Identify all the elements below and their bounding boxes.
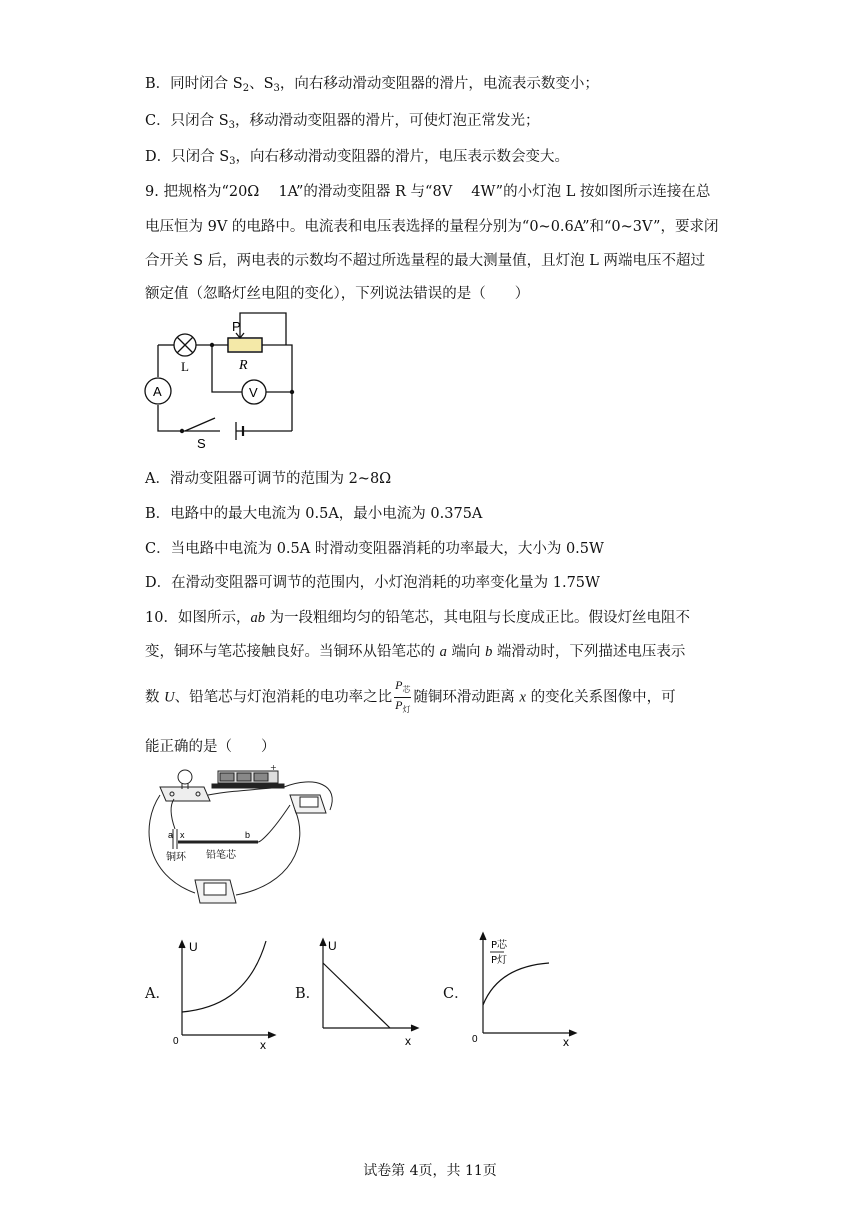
graph-c-label: C． [443,986,469,1002]
label-b-end: b [245,830,251,840]
label-r: R [239,358,248,373]
q9-stem-line-3: 合开关 S 后，两电表的示数均不超过所选量程的最大测量值，且灯泡 L 两端电压不超过 [145,253,705,269]
label-a: A [153,384,162,399]
graph-c-ylabel-den: P灯 [491,955,508,966]
q9-stem-line-4: 额定值（忽略灯丝电阻的变化），下列说法错误的是（ ） [145,286,530,302]
graph-b-ylabel: U [328,939,337,953]
label-copper-ring: 铜环 [166,852,186,863]
q10-stem-line-3: 数 U、铅笔芯与灯泡消耗的电功率之比 $\frac{P_芯}{P_灯}$ 随铜环滑动距离 x 的变化关系图像中，可 [145,678,676,717]
graph-c [467,925,582,1050]
graph-c-xlabel: x [563,1035,569,1049]
graph-b-label: B． [295,986,321,1002]
power-ratio-fraction: $\frac{P_芯}{P_灯}$ [395,678,411,714]
q9-circuit-diagram [140,305,310,450]
page-footer: 试卷第 4页，共 11页 [363,1163,497,1179]
graph-a [170,935,280,1050]
label-p: P [232,319,241,334]
q9-option-c: C．当电路中电流为 0.5A 时滑动变阻器消耗的功率最大，大小为 0.5W [145,541,604,557]
q10-stem-line-2: 变，铜环与笔芯接触良好。当铜环从铅笔芯的 a 端向 b 端滑动时，下列描述电压表示 [145,644,686,660]
graph-a-xlabel: x [260,1038,266,1050]
label-x: x [180,830,185,840]
graph-a-origin: 0 [173,1036,179,1047]
q9-option-a: A．滑动变阻器可调节的范围为 2~8Ω [145,471,392,487]
graph-c-curve [483,963,549,1005]
q9-stem-line-1: 9. 把规格为“20Ω 1A”的滑动变阻器 R 与“8V 4W”的小灯泡 L 按如图所示连接在总 [145,184,711,200]
graph-b [313,933,423,1048]
graph-b-line [323,963,390,1028]
graph-a-ylabel: U [189,940,198,954]
q8-option-c: C．只闭合 $S_3$，移动滑动变阻器的滑片，可使灯泡正常发光； [145,113,540,131]
graph-c-origin: 0 [472,1034,478,1045]
graph-b-xlabel: x [405,1034,411,1048]
q9-stem-line-2: 电压恒为 9V 的电路中。电流表和电压表选择的量程分别为“0~0.6A”和“0~3V”，要求闭 [145,219,719,235]
q8-option-b: B．同时闭合 $S_2$、$S_3$，向右移动滑动变阻器的滑片，电流表示数变小； [145,76,599,94]
q9-option-b: B．电路中的最大电流为 0.5A，最小电流为 0.375A [145,506,483,522]
label-s: S [197,436,206,450]
graph-a-label: A． [145,986,170,1002]
label-a-end: a [168,830,174,840]
q9-option-d: D．在滑动变阻器可调节的范围内，小灯泡消耗的功率变化量为 1.75W [145,575,600,591]
q10-stem-line-1: 10．如图所示，ab 为一段粗细均匀的铅笔芯，其电阻与长度成正比。假设灯丝电阻不 [145,610,691,626]
label-l: L [181,359,189,374]
q10-stem-line-4: 能正确的是（ ） [145,739,276,755]
q10-apparatus-diagram [140,765,350,915]
label-pencil-lead: 铅笔芯 [206,850,236,861]
q8-option-d: D．只闭合 $S_3$，向右移动滑动变阻器的滑片，电压表示数会变大。 [145,149,570,167]
graph-c-ylabel-num: P芯 [491,940,508,951]
label-v: V [249,385,258,400]
svg-text:+: + [270,765,277,772]
